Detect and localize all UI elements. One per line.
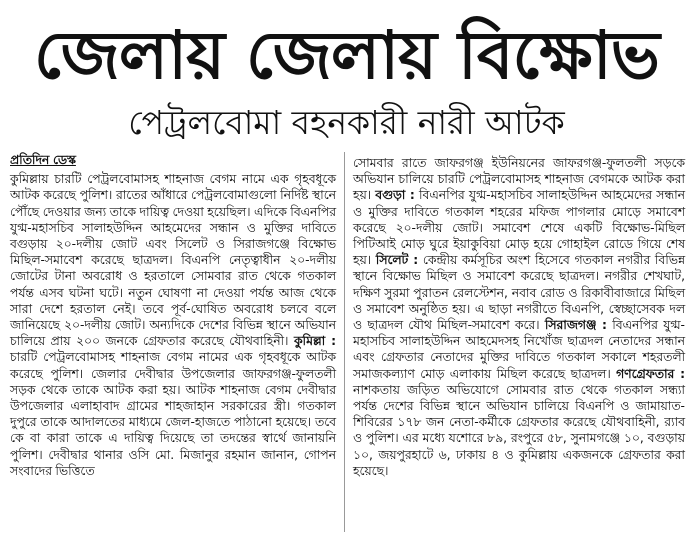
- byline: প্রতিদিন ডেস্ক: [10, 153, 76, 167]
- dateline-sylhet: সিলেট :: [375, 253, 419, 268]
- headline: জেলায় জেলায় বিক্ষোভ: [34, 17, 659, 94]
- dateline-sirajganj: সিরাজগঞ্জ :: [544, 318, 607, 333]
- subheadline: পেট্রলবোমা বহনকারী নারী আটক: [128, 103, 565, 142]
- paragraph-cumilla-cont: সোমবার রাতে জাফরগঞ্জ ইউনিয়নের জাফরগঞ্জ-ফুলতলী সড়কে অভিযান চালিয়ে চারটি পেট্রলবোমাসহ শাহনাজ বেগমকে আটক করা হয়।: [353, 156, 685, 203]
- dateline-bogura: বগুড়া :: [375, 188, 415, 203]
- column-divider: [344, 152, 345, 532]
- paragraph-sylhet: কেন্দ্রীয় কর্মসূচির অংশ হিসেবে গতকাল নগরীর বিভিন্ন স্থানে বিক্ষোভ মিছিল ও সমাবেশ করেছে ছাত্রদল। নগরীর শেখঘাট, দক্ষিণ সুরমা পুরাতন রেলস্টেশন, নবাব রোড ও রিকাবীবাজারে মিছিল ও সমাবেশ অনুষ্ঠিত হয়। এ ছাড়া নগরীতে বিএনপি, স্বেচ্ছাসেবক দল ও ছাত্রদল যৌথ মিছিল-সমাবেশ করে।: [353, 253, 685, 333]
- paragraph-mass-arrest: নাশকতায় জড়িত অভিযোগে সোমবার রাত থেকে গতকাল সন্ধ্যা পর্যন্ত দেশের বিভিন্ন স্থানে অভিযান চালিয়ে বিএনপি ও জামায়াত-শিবিরের ১৭৮ জন নেতা-কর্মীকে গ্রেফতার করেছে যৌথবাহিনী, র‍্যাব ও পুলিশ। এর মধ্যে যশোরে ৮৯, রংপুরে ৫৮, সুনামগঞ্জে ১০, বগুড়ায় ১০, জয়পুরহাটে ৬, ঢাকায় ৪ ও কুমিল্লায় একজনকে গ্রেফতার করা হয়েছে।: [353, 382, 685, 478]
- paragraph-sirajganj: বিএনপির যুগ্ম-মহাসচিব সালাহউদ্দিন আহমেদসহ নিখোঁজ ছাত্রদল নেতাদের সন্ধান এবং গ্রেফতার নেতাদের মুক্তির দাবিতে গতকাল সকালে শহরতলী সমাজকল্যাণ মোড় এলাকায় মিছিল করেছে ছাত্রদল।: [353, 318, 685, 381]
- article-column-left: [10, 152, 336, 479]
- paragraph-bogura: বিএনপির যুগ্ম-মহাসচিব সালাহউদ্দিন আহমেদের সন্ধান ও মুক্তির দাবিতে গতকাল শহরের মফিজ পাগলার মোড়ে সমাবেশ করেছে ২০-দলীয় জোট। সমাবেশ শেষে একটি বিক্ষোভ-মিছিল পিটিআই মোড় ঘুরে ইয়াকুবিয়া মোড় হয়ে গোহাইল রোডে গিয়ে শেষ হয়।: [353, 188, 685, 268]
- dateline-mass-arrest: গণগ্রেফতার :: [616, 366, 685, 381]
- article-text-block: [10, 171, 336, 479]
- article-column-right: [353, 155, 685, 479]
- dateline-cumilla: কুমিল্লা :: [293, 334, 336, 349]
- paragraph-cumilla: চারটি পেট্রলবোমাসহ শাহনাজ বেগম নামের এক গৃহবধূকে আটক করেছে পুলিশ। জেলার দেবীদ্বার উপজেলার জাফরগঞ্জ-ফুলতলী সড়ক থেকে তাকে আটক করা হয়। আটক শাহনাজ বেগম দেবীদ্বার উপজেলার এলাহাবাদ গ্রামের শাহজাহান সরকারের স্ত্রী। গতকাল দুপুরে তাকে আদালতের মাধ্যমে জেল-হাজতে পাঠানো হয়েছে। তবে কে বা কারা তাকে এ দায়িত্ব দিয়েছে তা তদন্তের স্বার্থে জানায়নি পুলিশ। দেবীদ্বার থানার ওসি মো. মিজানুর রহমান জানান, গোপন সংবাদের ভিত্তিতে: [10, 350, 336, 478]
- article-text-block: [353, 155, 685, 479]
- paragraph-intro: কুমিল্লায় চারটি পেট্রলবোমাসহ শাহনাজ বেগম নামে এক গৃহবধূকে আটক করেছে পুলিশ। রাতের আঁধারে পেট্রলবোমাগুলো নির্দিষ্ট স্থানে পৌঁছে দেওয়ার জন্য তাকে দায়িত্ব দেওয়া হয়েছিল। এদিকে বিএনপির যুগ্ম-মহাসচিব সালাহউদ্দিন আহমেদের সন্ধান ও মুক্তির দাবিতে বগুড়ায় ২০-দলীয় জোট এবং সিলেট ও সিরাজগঞ্জে বিক্ষোভ মিছিল-সমাবেশ করেছে ছাত্রদল। বিএনপি নেতৃত্বাধীন ২০-দলীয় জোটের টানা অবরোধ ও হরতালে সোমবার রাত থেকে গতকাল পর্যন্ত এসব ঘটনা ঘটে। নতুন ঘোষণা না দেওয়া পর্যন্ত আজ থেকে সারা দেশে হরতাল নেই। তবে পূর্ব-ঘোষিত অবরোধ চলবে বলে জানিয়েছে ২০-দলীয় জোট। অন্যদিকে দেশের বিভিন্ন স্থানে অভিযান চালিয়ে প্রায় ২০০ জনকে গ্রেফতার করেছে যৌথবাহিনী।: [10, 172, 336, 349]
